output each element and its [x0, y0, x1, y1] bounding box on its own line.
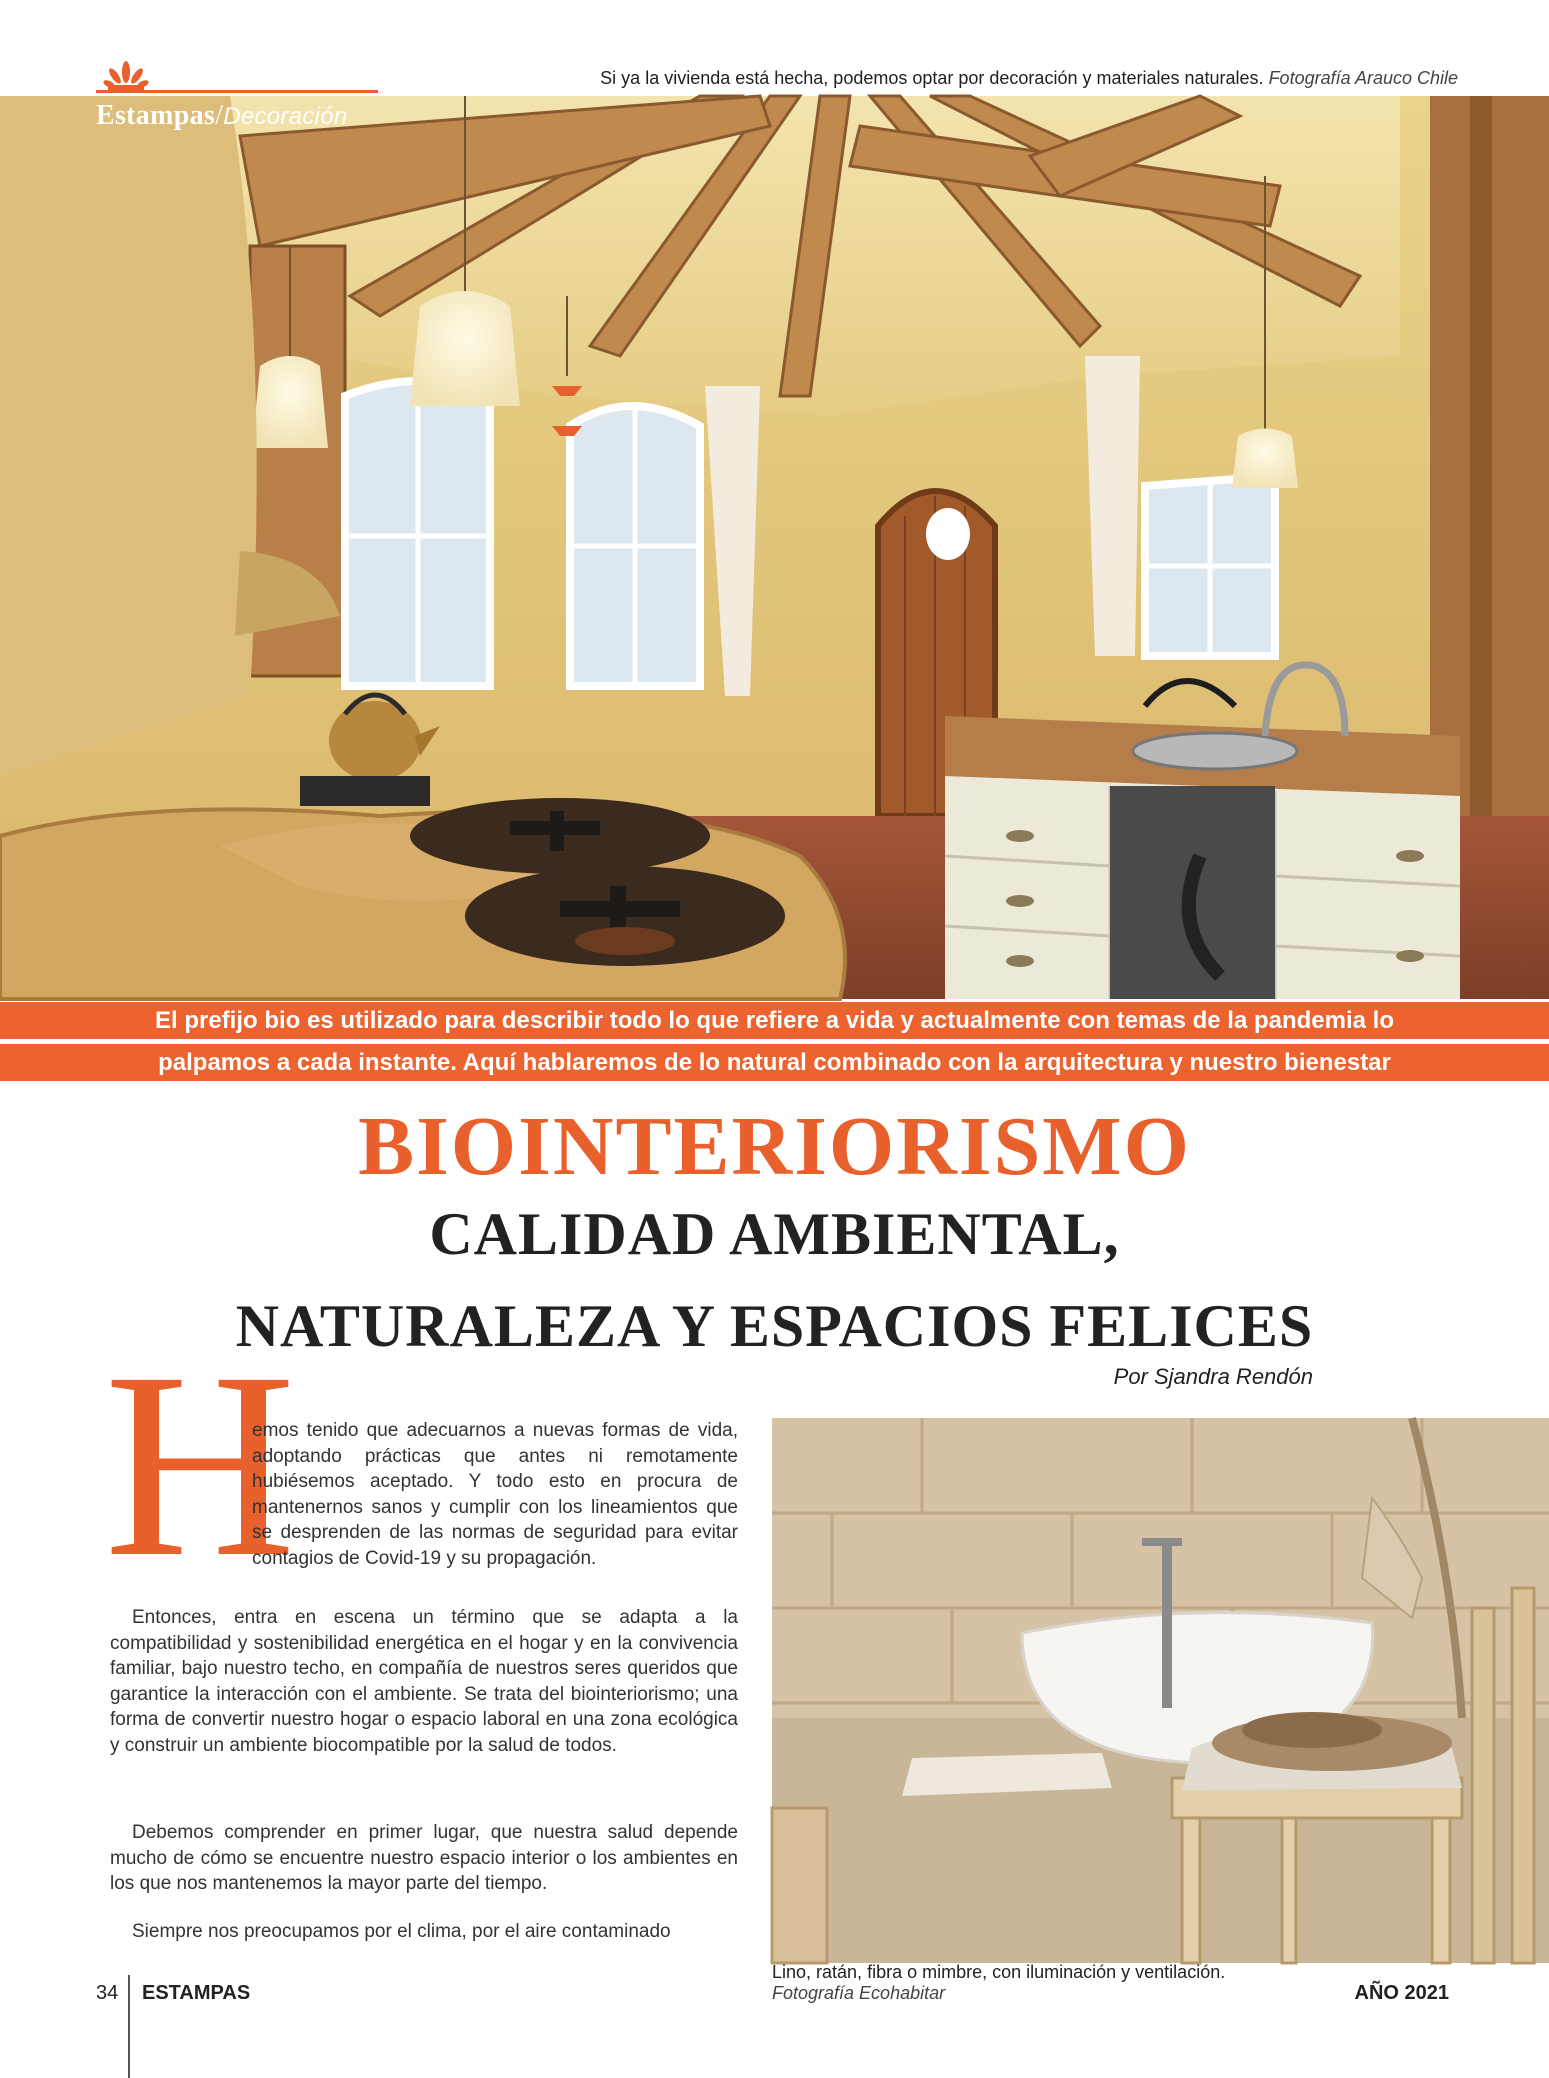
section-separator: / — [215, 100, 224, 131]
article-title-line-2: NATURALEZA Y ESPACIOS FELICES — [235, 1293, 1314, 1359]
bathroom-caption — [772, 1962, 1225, 2004]
article-paragraph-4 — [110, 1919, 738, 1945]
section-label — [96, 100, 348, 132]
article-kicker: BIOINTERIORISMO — [358, 1100, 1191, 1193]
hero-caption-text: Si ya la vivienda está hecha, podemos optar por decoración y materiales naturales. — [600, 68, 1264, 88]
bathroom-photo — [772, 1418, 1549, 1963]
article-paragraph-3 — [110, 1820, 738, 1897]
brand-rule — [96, 90, 378, 93]
bathroom-caption-text: Lino, ratán, fibra o mimbre, con iluminación y ventilación. — [772, 1962, 1226, 1982]
drop-cap — [102, 1317, 297, 1612]
article-title-line-1: CALIDAD AMBIENTAL, — [429, 1201, 1120, 1267]
page-number: 34 — [96, 1982, 119, 2004]
intro-banner — [0, 1002, 1549, 1084]
article-paragraph-2 — [110, 1605, 738, 1758]
hero-caption — [600, 68, 1458, 89]
banner-line-1: El prefijo bio es utilizado para describir todo lo que refiere a vida y actualmente con temas de la pandemia lo — [0, 1002, 1549, 1039]
section-brand — [96, 60, 378, 140]
footer-year: AÑO 2021 — [1354, 1982, 1449, 2004]
bathroom-illustration — [772, 1418, 1549, 1963]
section-name: Estampas — [96, 100, 216, 131]
footer-divider — [128, 1975, 130, 2078]
banner-line-2: palpamos a cada instante. Aquí hablaremos de lo natural combinado con la arquitectura y nuestro bienestar — [0, 1044, 1549, 1081]
paragraph-2-text: Entonces, entra en escena un término que se adapta a la compatibilidad y sostenibilidad energética en el hogar y en la convivencia familiar, bajo nuestro techo, en compañía de nuestros seres queridos que garantice la interacción con el ambiente. Se trata del biointeriorismo; una forma de convertir nuestro hogar o espacio laboral en una zona ecológica y construir un ambiente biocompatible por la salud de todos. — [110, 1607, 738, 1756]
article-paragraph-1 — [252, 1418, 738, 1571]
footer-magazine-name: ESTAMPAS — [142, 1982, 251, 2004]
article-byline: Por Sjandra Rendón — [1113, 1364, 1313, 1389]
flower-logo-icon — [106, 60, 146, 90]
subsection-name: Decoración — [223, 103, 348, 130]
bathroom-photo-credit: Fotografía Ecohabitar — [772, 1983, 946, 2003]
hero-kitchen-illustration — [0, 96, 1549, 999]
paragraph-4-text: Siempre nos preocupamos por el clima, por el aire contaminado — [132, 1921, 671, 1942]
paragraph-1-text: emos tenido que adecuarnos a nuevas formas de vida, adoptando prácticas que antes ni remotamente hubiésemos aceptado. Y todo esto en procura de mantenernos sanos y cumplir con los lineamientos que se desprenden de las normas de seguridad para evitar contagios de Covid-19 y su propagación. — [252, 1420, 738, 1569]
hero-photo-credit: Fotografía Arauco Chile — [1268, 68, 1458, 88]
paragraph-3-text: Debemos comprender en primer lugar, que nuestra salud depende mucho de cómo se encuentre nuestro espacio interior o los ambientes en los que nos mantenemos la mayor parte del tiempo. — [110, 1822, 738, 1894]
hero-photo — [0, 96, 1549, 999]
drop-cap-letter: H — [104, 1317, 297, 1612]
